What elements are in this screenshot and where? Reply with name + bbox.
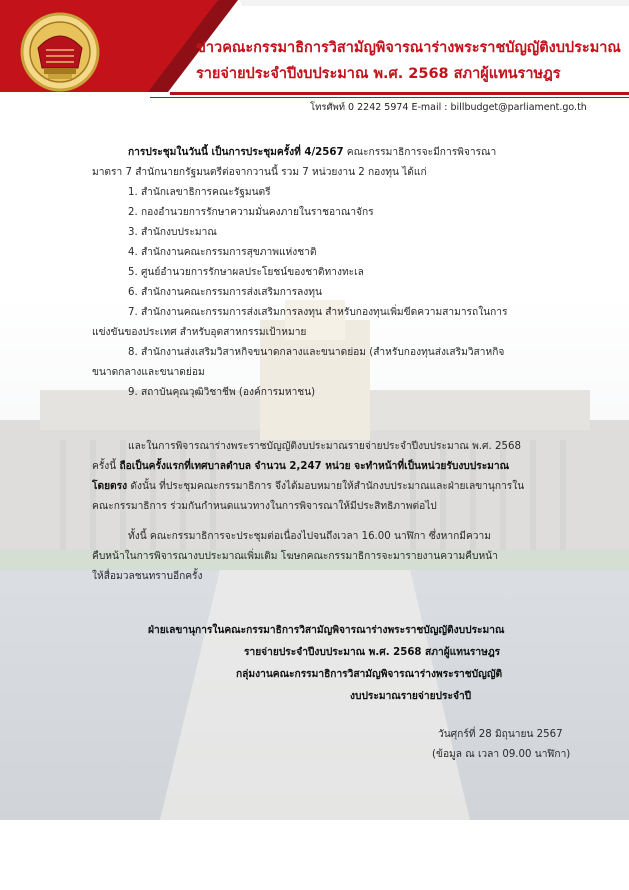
meeting-number: การประชุมในวันนี้ เป็นการประชุมครั้งที่ 4/2567	[128, 147, 344, 158]
para2-line-1: และในการพิจารณาร่างพระราชบัญญัติงบประมาณรายจ่ายประจำปีงบประมาณ พ.ศ. 2568	[128, 441, 521, 452]
para3-line-3: ให้สื่อมวลชนทราบอีกครั้ง	[92, 571, 203, 582]
agency-item: 6. สำนักงานคณะกรรมการส่งเสริมการลงทุน	[128, 287, 322, 298]
intro-rest: คณะกรรมาธิการจะมีการพิจารณา	[343, 147, 497, 158]
signature-line-2: รายจ่ายประจำปีงบประมาณ พ.ศ. 2568 สภาผู้แทนราษฎร	[244, 647, 501, 658]
agency-item: 4. สำนักงานคณะกรรมการสุขภาพแห่งชาติ	[128, 247, 317, 258]
signature-line-1: ฝ่ายเลขานุการในคณะกรรมาธิการวิสามัญพิจารณาร่างพระราชบัญญัติงบประมาณ	[148, 625, 505, 636]
release-date: วันศุกร์ที่ 28 มิถุนายน 2567	[438, 729, 563, 740]
agency-item-continuation: แข่งขันของประเทศ สำหรับอุตสาหกรรมเป้าหมาย	[92, 327, 307, 338]
para2-line-2	[92, 458, 509, 474]
para3-line-2: คืบหน้าในการพิจารณางบประมาณเพิ่มเติม โฆษกคณะกรรมาธิการจะมารายงานความคืบหน้า	[92, 551, 498, 562]
parliament-emblem-icon	[14, 10, 106, 94]
headline-line-2: รายจ่ายประจำปีงบประมาณ พ.ศ. 2568 สภาผู้แทนราษฎร	[196, 66, 561, 82]
para2-plain-cont: ดังนั้น ที่ประชุมคณะกรรมาธิการ จึงได้มอบหมายให้สำนักงบประมาณและฝ่ายเลขานุการใน	[127, 481, 525, 492]
para2-highlight: ถือเป็นครั้งแรกที่เทศบาลตำบล จำนวน 2,247 หน่วย จะทำหน้าที่เป็นหน่วยรับงบประมาณ	[119, 461, 510, 472]
data-timestamp: (ข้อมูล ณ เวลา 09.00 นาฬิกา)	[432, 749, 571, 760]
headline-line-1: ข่าวคณะกรรมาธิการวิสามัญพิจารณาร่างพระราชบัญญัติงบประมาณ	[196, 40, 621, 56]
signature-line-4: งบประมาณรายจ่ายประจำปี	[350, 691, 472, 702]
intro-line-2: มาตรา 7 สำนักนายกรัฐมนตรีต่อจากวานนี้ รวม 7 หน่วยงาน 2 กองทุน ได้แก่	[92, 167, 427, 178]
para2-line-3	[92, 478, 524, 494]
agency-item-continuation: ขนาดกลางและขนาดย่อม	[92, 367, 205, 378]
contact-info: โทรศัพท์ 0 2242 5974 E-mail : billbudget@parliament.go.th	[310, 102, 587, 113]
intro-line-1	[128, 144, 496, 160]
agency-item: 9. สถาบันคุณวุฒิวิชาชีพ (องค์การมหาชน)	[128, 387, 316, 398]
agency-item: 1. สำนักเลขาธิการคณะรัฐมนตรี	[128, 187, 271, 198]
para2-plain: ครั้งนี้	[92, 461, 120, 472]
agency-item: 2. กองอำนวยการรักษาความมั่นคงภายในราชอาณาจักร	[128, 207, 374, 218]
para2-highlight-end: โดยตรง	[92, 481, 128, 492]
agency-item: 7. สำนักงานคณะกรรมการส่งเสริมการลงทุน สำหรับกองทุนเพิ่มขีดความสามารถในการ	[128, 307, 508, 318]
agency-item: 8. สำนักงานส่งเสริมวิสาหกิจขนาดกลางและขนาดย่อม (สำหรับกองทุนส่งเสริมวิสาหกิจ	[128, 347, 505, 358]
para2-line-4: คณะกรรมาธิการ ร่วมกันกำหนดแนวทางในการพิจารณาให้มีประสิทธิภาพต่อไป	[92, 501, 437, 512]
signature-line-3: กลุ่มงานคณะกรรมาธิการวิสามัญพิจารณาร่างพระราชบัญญัติ	[236, 669, 503, 680]
agency-item: 5. ศูนย์อำนวยการรักษาผลประโยชน์ของชาติทางทะเล	[128, 267, 364, 278]
header-divider	[170, 92, 629, 95]
header-divider-thin	[150, 97, 629, 98]
para3-line-1: ทั้งนี้ คณะกรรมาธิการจะประชุมต่อเนื่องไปจนถึงเวลา 16.00 นาฬิกา ซึ่งหากมีความ	[128, 531, 491, 542]
agency-item: 3. สำนักงบประมาณ	[128, 227, 217, 238]
